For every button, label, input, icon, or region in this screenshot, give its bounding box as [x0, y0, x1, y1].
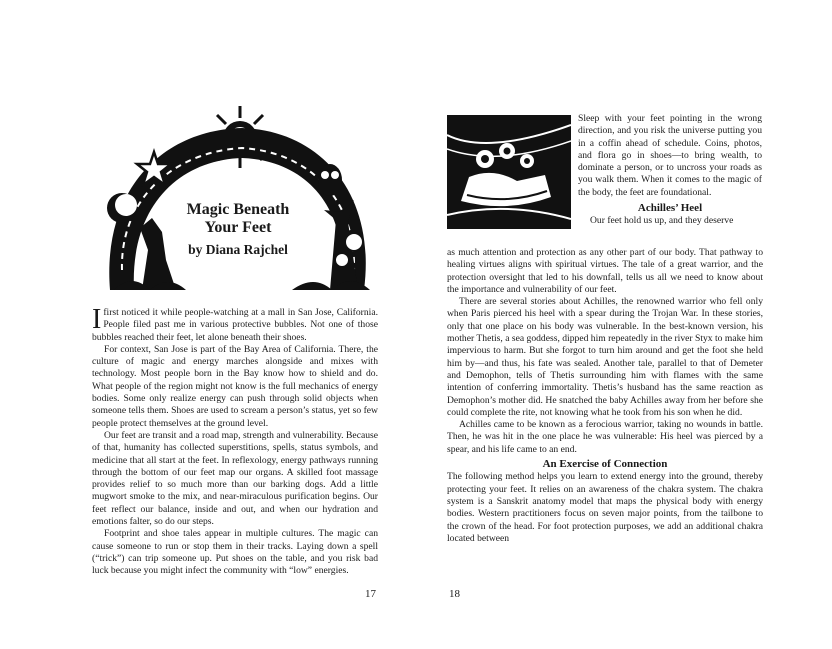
- woodcut-arch-illustration: [92, 100, 380, 295]
- article-title-line-2: Your Feet: [204, 219, 272, 236]
- left-body-text: [92, 304, 378, 578]
- paragraph: Achilles came to be known as a ferocious warrior, taking no wounds in battle. Then, he was hit in the one place he was vulnerable: His heel was pierced by a spear, and his life came to an end.: [447, 419, 763, 455]
- paragraph: There are several stories about Achilles, the renowned warrior who fell only when Paris pierced his heel with a spear during the Trojan War. In these stories, only that one place on his body was vulnerable. In the best-known version, his mother Thetis, a sea goddess, dipped him repeatedly in the river Styx to make him impervious to harm. But she forgot to turn him around and get the foot she held him by—and thus, his fate was sealed. Another tale, parallel to that of Demeter and Demophon, tells of Thetis surrounding him with flames with the same intention of conferring immortality. Thetis’s husband has the same reaction as Demophon’s mother did. He snatched the baby Achilles away from her before she could complete the rite, not knowing what he took from his son when he did.: [447, 296, 763, 418]
- paragraph: Footprint and shoe tales appear in multiple cultures. The magic can cause someone to run or stop them in their tracks. Laying down a spell (“trick”) can trip someone up. Put shoes on the table, and you risk bad luck because you might infect the community with “low” energies.: [92, 528, 378, 577]
- paragraph: Sleep with your feet pointing in the wrong direction, and you risk the universe putting you in a coffin ahead of schedule. Coins, photos, and flora go in shoes—to bring wealth, to dominate a person, or to uncross your roads as you walk them. When it comes to the magic of the body, the feet are foundational.: [578, 113, 762, 198]
- drop-cap: I: [92, 304, 102, 335]
- paragraph: as much attention and protection as any other part of our body. That pathway to healing virtues aligns with spiritual virtues. The tale of a great warrior, and the protection oversight that led to his downfall, tells us all we need to know about the importance and vulnerability of our feet.: [447, 247, 763, 295]
- article-title-line-1: Magic Beneath: [186, 201, 290, 218]
- section-heading-exercise: An Exercise of Connection: [542, 458, 668, 471]
- right-sidebar-text: [578, 113, 762, 228]
- paragraph: The following method helps you learn to extend energy into the ground, thereby protecting your feet. It relies on an awareness of the chakra system. The chakra system is a Sanskrit anatomy model that maps the physical body with energy bodies. Western practitioners focus on seven major points, from the tailbone to the crown of the head. For foot protection purposes, we add an additional chakra located between: [447, 471, 763, 544]
- right-body-text: [447, 247, 763, 545]
- author-byline: by Diana Rajchel: [188, 242, 288, 257]
- woodcut-shoe-illustration: [447, 115, 571, 229]
- paragraph: For context, San Jose is part of the Bay Area of California. There, the culture of magic and energy marches alongside and mixes with technology. Most people born in the Bay know how to shield and do. What people of the region might not know is the full mechanics of energy bodies. Some only realize energy can push through solid objects when someone tells them. Shoes are used to scream a person’s status, yet so few people protect themselves at the ground level.: [92, 343, 378, 429]
- page-number: 17: [365, 588, 376, 600]
- section-heading-achilles: Achilles’ Heel: [637, 202, 703, 215]
- page-number: 18: [449, 588, 460, 600]
- paragraph: Our feet hold us up, and they deserve: [590, 215, 734, 227]
- article-title-block: [178, 201, 298, 258]
- paragraph: Our feet are transit and a road map, strength and vulnerability. Because of that, humanity has collected superstitions, spells, status symbols, and medicine that all start at the feet. In reflexology, energy pathways running through the bottom of our feet map our organs. A skilled foot massage provides relief to so much more than our barking dogs. Add a little mugwort smoke to the mix, and near-miraculous purification begins. Our feet reflect our balance, inside and out, and when our hydration and emotions falter, so do our steps.: [92, 429, 378, 528]
- paragraph: Ifirst noticed it while people-watching at a mall in San Jose, California. People filed past me in various protective bubbles. Not one of those bubbles reached their feet, let alone beneath their shoes.: [92, 304, 378, 343]
